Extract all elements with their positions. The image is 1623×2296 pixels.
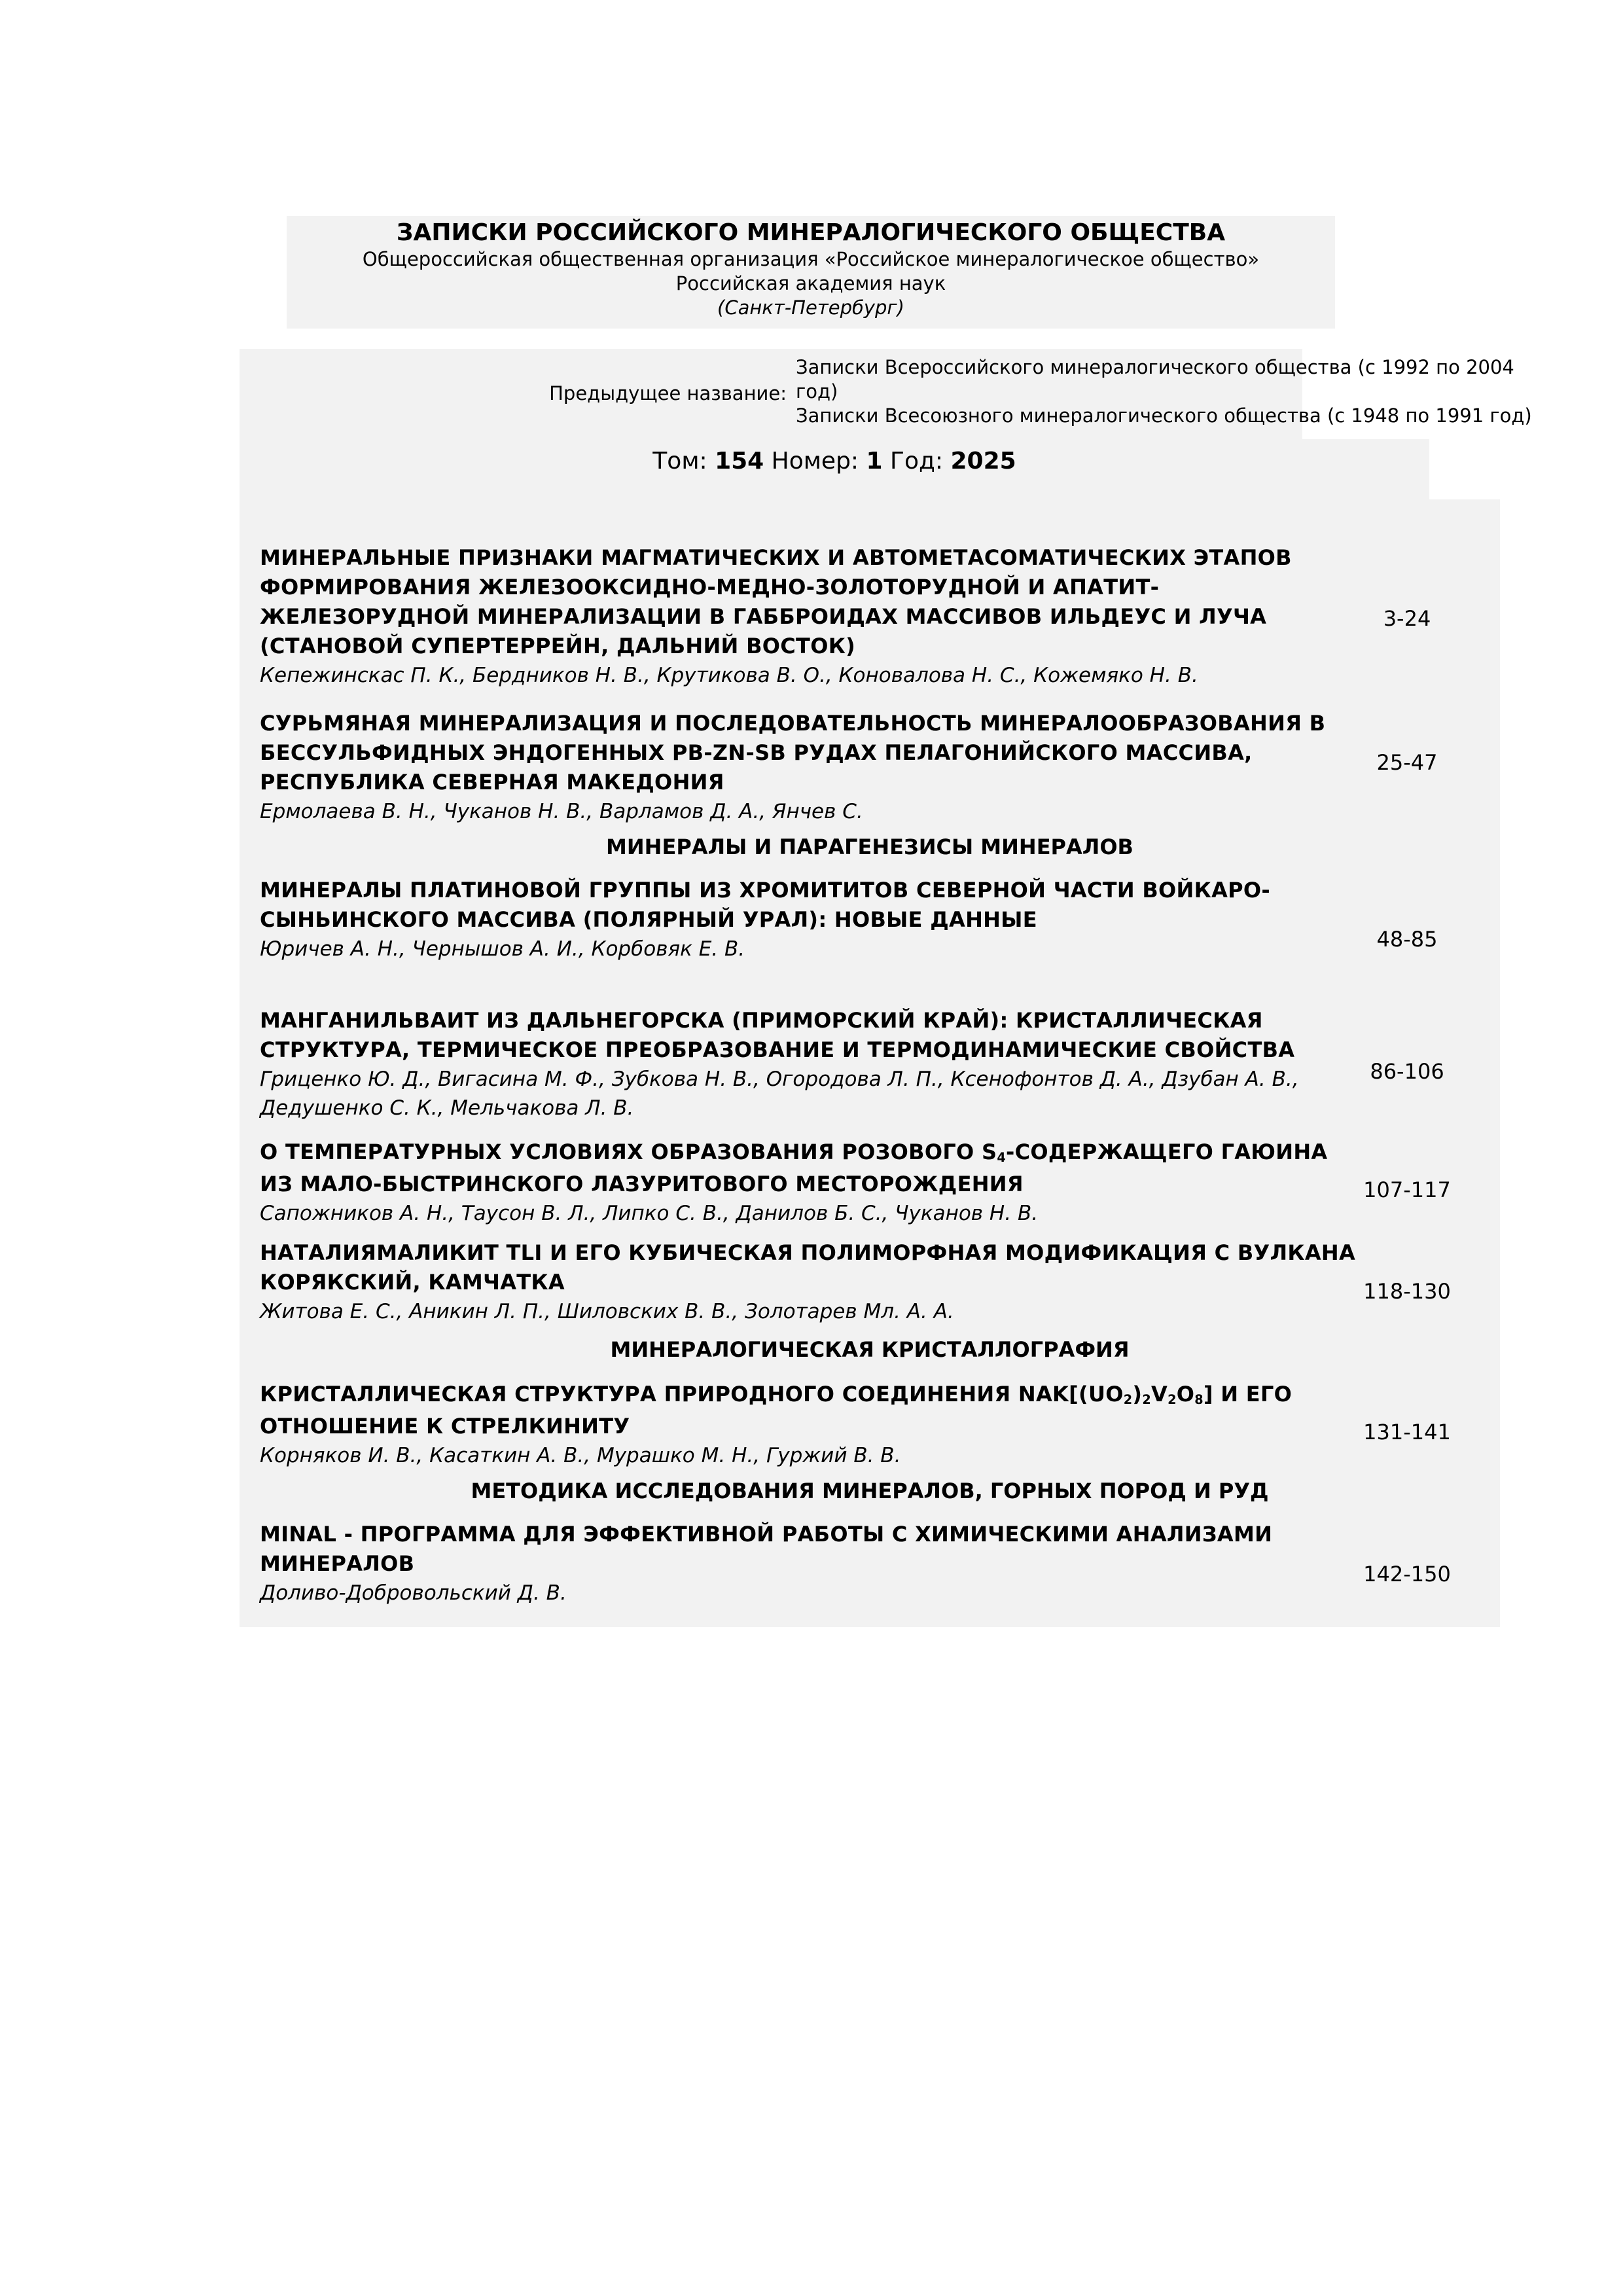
article-title[interactable]: НАТАЛИЯМАЛИКИТ TLI И ЕГО КУБИЧЕСКАЯ ПОЛИМОРФНАЯ МОДИФИКАЦИЯ С ВУЛКАНА КОРЯКСКИЙ, КАМЧАТКА [260, 1240, 1356, 1295]
subscript: 2 [1168, 1391, 1177, 1407]
article-title[interactable]: МИНЕРАЛЫ ПЛАТИНОВОЙ ГРУППЫ ИЗ ХРОМИТИТОВ СЕВЕРНОЙ ЧАСТИ ВОЙКАРО-СЫНЬИНСКОГО МАССИВА (ПОЛЯРНЫЙ УРАЛ): НОВЫЕ ДАННЫЕ [260, 878, 1270, 932]
article-authors: Сапожников А. Н., Таусон В. Л., Липко С. В., Данилов Б. С., Чуканов Н. В. [260, 1202, 1039, 1225]
section-heading: МЕТОДИКА ИССЛЕДОВАНИЯ МИНЕРАЛОВ, ГОРНЫХ ПОРОД И РУД [471, 1479, 1269, 1503]
subscript: 2 [1123, 1391, 1133, 1407]
article-title-part: ] И ЕГО ОТНОШЕНИЕ К СТРЕЛКИНИТУ [260, 1382, 1293, 1439]
toc-article[interactable] [260, 1006, 1359, 1122]
volume-label: Том: [652, 448, 707, 475]
city-line: (Санкт-Петербург) [717, 296, 904, 319]
subscript: 2 [1142, 1391, 1151, 1407]
previous-name-1: Записки Всероссийского минералогического общества (с 1992 по 2004 год) [796, 356, 1514, 403]
toc-article[interactable] [260, 543, 1359, 690]
article-title[interactable]: СУРЬМЯНАЯ МИНЕРАЛИЗАЦИЯ И ПОСЛЕДОВАТЕЛЬНОСТЬ МИНЕРАЛООБРАЗОВАНИЯ В БЕССУЛЬФИДНЫХ ЭНДОГЕННЫХ PB-ZN-SB РУДАХ ПЕЛАГОНИЙСКОГО МАССИВА, РЕСПУБЛИКА СЕВЕРНАЯ МАКЕДОНИЯ [260, 711, 1326, 795]
article-title[interactable] [260, 1138, 1359, 1199]
article-title-part: О ТЕМПЕРАТУРНЫХ УСЛОВИЯХ ОБРАЗОВАНИЯ РОЗОВОГО S [260, 1139, 997, 1164]
previous-names-block [240, 349, 1532, 439]
previous-name-2: Записки Всесоюзного минералогического общества (с 1948 по 1991 год) [796, 404, 1532, 427]
article-pages: 3-24 [1383, 606, 1431, 631]
article-pages: 131-141 [1363, 1420, 1451, 1444]
article-pages: 48-85 [1376, 927, 1438, 952]
article-title-part: КРИСТАЛЛИЧЕСКАЯ СТРУКТУРА ПРИРОДНОГО СОЕДИНЕНИЯ NAK[(UO [260, 1382, 1124, 1407]
section-heading: МИНЕРАЛЫ И ПАРАГЕНЕЗИСЫ МИНЕРАЛОВ [606, 834, 1133, 859]
article-title-part: -СОДЕРЖАЩЕГО ГАЮИНА ИЗ МАЛО-БЫСТРИНСКОГО ЛАЗУРИТОВОГО МЕСТОРОЖДЕНИЯ [260, 1139, 1328, 1196]
number-value: 1 [866, 448, 883, 475]
subscript: 4 [997, 1149, 1006, 1165]
article-authors: Доливо-Добровольский Д. В. [260, 1581, 567, 1605]
article-pages: 107-117 [1363, 1177, 1451, 1202]
article-authors: Гриценко Ю. Д., Вигасина М. Ф., Зубкова Н. В., Огородова Л. П., Ксенофонтов Д. А., Дзубан А. В., Дедушенко С. К., Мельчакова Л. В. [260, 1067, 1299, 1120]
article-authors: Кепежинскас П. К., Бердников Н. В., Крутикова В. О., Коновалова Н. С., Кожемяко Н. В. [260, 664, 1198, 687]
organization-line: Общероссийская общественная организация «Российское минералогическое общество» [362, 248, 1260, 270]
toc-article[interactable] [260, 876, 1359, 963]
issue-info-block [240, 439, 1429, 499]
article-authors: Житова Е. С., Аникин Л. П., Шиловских В. В., Золотарев Мл. А. А. [260, 1300, 954, 1323]
toc-article[interactable] [260, 1520, 1359, 1607]
article-pages: 142-150 [1363, 1562, 1451, 1587]
journal-title: ЗАПИСКИ РОССИЙСКОГО МИНЕРАЛОГИЧЕСКОГО ОБЩЕСТВА [396, 219, 1226, 246]
article-title[interactable]: МАНГАНИЛЬВАИТ ИЗ ДАЛЬНЕГОРСКА (ПРИМОРСКИЙ КРАЙ): КРИСТАЛЛИЧЕСКАЯ СТРУКТУРА, ТЕРМИЧЕСКОЕ ПРЕОБРАЗОВАНИЕ И ТЕРМОДИНАМИЧЕСКИЕ СВОЙСТВА [260, 1008, 1295, 1062]
article-title-part: ) [1132, 1382, 1143, 1407]
number-label: Номер: [771, 448, 859, 475]
toc-article[interactable] [260, 1238, 1359, 1326]
previous-names-list [796, 355, 1542, 428]
article-authors: Корняков И. В., Касаткин А. В., Мурашко М. Н., Гуржий В. В. [260, 1444, 901, 1467]
section-heading: МИНЕРАЛОГИЧЕСКАЯ КРИСТАЛЛОГРАФИЯ [610, 1337, 1130, 1362]
article-title-part: O [1176, 1382, 1195, 1407]
toc-article[interactable] [260, 1380, 1359, 1470]
article-authors: Ермолаева В. Н., Чуканов Н. В., Варламов Д. А., Янчев С. [260, 800, 863, 823]
article-pages: 25-47 [1376, 750, 1438, 775]
article-title[interactable]: MINAL - ПРОГРАММА ДЛЯ ЭФФЕКТИВНОЙ РАБОТЫ С ХИМИЧЕСКИМИ АНАЛИЗАМИ МИНЕРАЛОВ [260, 1522, 1273, 1576]
toc-article[interactable] [260, 709, 1359, 826]
article-title[interactable] [260, 1380, 1359, 1441]
article-title-part: V [1151, 1382, 1168, 1407]
year-value: 2025 [950, 448, 1016, 475]
journal-header [287, 216, 1335, 329]
subscript: 8 [1194, 1391, 1204, 1407]
article-pages: 86-106 [1370, 1059, 1444, 1084]
previous-name-label: Предыдущее название: [549, 382, 787, 404]
issue-line [240, 446, 1429, 477]
volume-value: 154 [715, 448, 764, 475]
article-pages: 118-130 [1363, 1279, 1451, 1304]
article-title[interactable]: МИНЕРАЛЬНЫЕ ПРИЗНАКИ МАГМАТИЧЕСКИХ И АВТОМЕТАСОМАТИЧЕСКИХ ЭТАПОВ ФОРМИРОВАНИЯ ЖЕЛЕЗООКСИДНО-МЕДНО-ЗОЛОТОРУДНОЙ И АПАТИТ-ЖЕЛЕЗОРУДНОЙ МИНЕРАЛИЗАЦИИ В ГАББРОИДАХ МАССИВОВ ИЛЬДЕУС И ЛУЧА (СТАНОВОЙ СУПЕРТЕРРЕЙН, ДАЛЬНИЙ ВОСТОК) [260, 545, 1292, 658]
toc-article[interactable] [260, 1138, 1359, 1228]
academy-line: Российская академия наук [675, 272, 946, 295]
article-authors: Юричев А. Н., Чернышов А. И., Корбовяк Е. В. [260, 937, 745, 961]
year-label: Год: [890, 448, 944, 475]
